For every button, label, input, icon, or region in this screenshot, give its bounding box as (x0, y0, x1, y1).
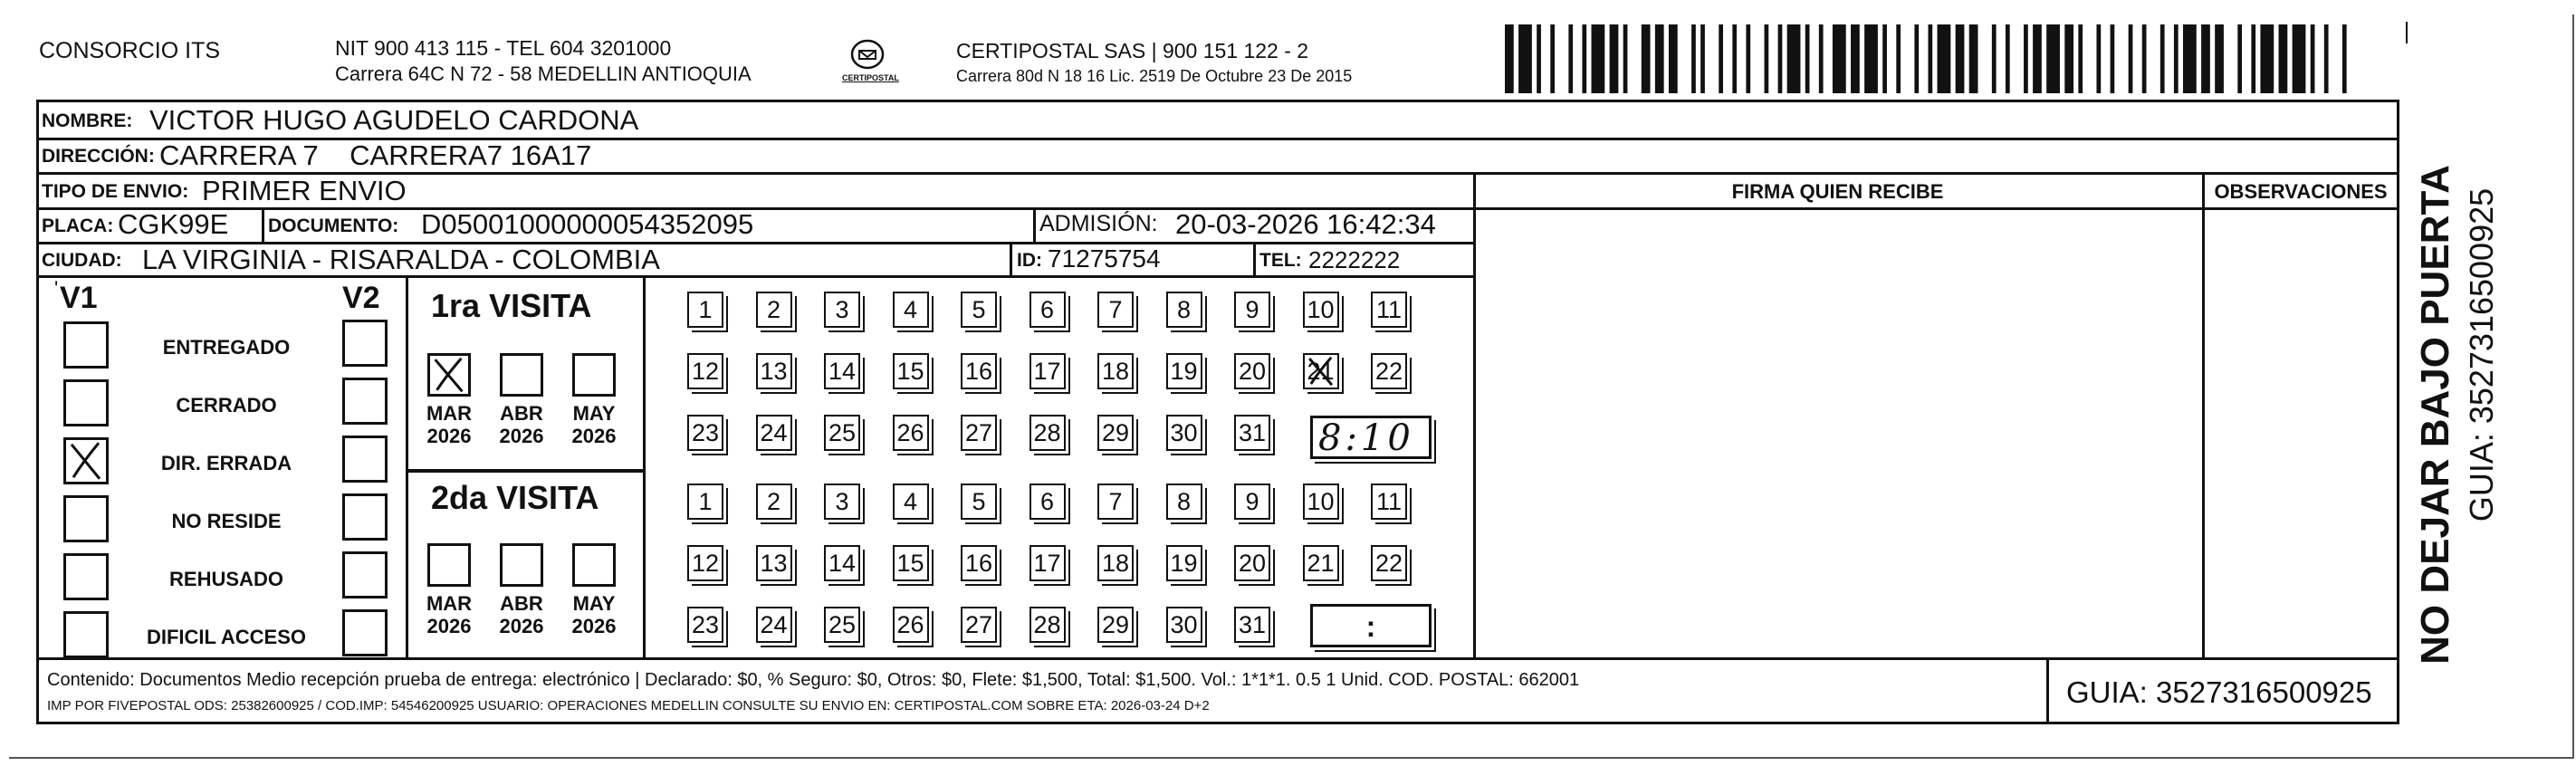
firma-label: FIRMA QUIEN RECIBE (1731, 180, 1944, 203)
status-label: REHUSADO (169, 568, 283, 590)
second-day-box[interactable]: 1 (687, 484, 723, 520)
admision-value: 20-03-2026 16:42:34 (1175, 208, 1436, 240)
first-month-label (493, 402, 551, 448)
first-day-box[interactable]: 20 (1234, 353, 1270, 389)
first-month-year: 2026 (499, 425, 544, 448)
first-day-box[interactable]: 21 (1303, 353, 1339, 389)
observaciones-divider (2202, 172, 2205, 657)
second-time-value: : (1365, 610, 1376, 643)
first-time-box[interactable] (1310, 416, 1432, 459)
v2-label: V2 (342, 281, 380, 315)
first-time-value: 8:10 (1318, 417, 1414, 459)
second-day-box[interactable]: 26 (893, 607, 929, 643)
first-day-box[interactable]: 8 (1166, 292, 1202, 328)
status-label: DIR. ERRADA (160, 452, 292, 474)
second-month-name: ABR (500, 592, 543, 615)
signature-divider (1473, 172, 1476, 657)
first-day-box[interactable]: 6 (1029, 292, 1066, 328)
second-day-box[interactable]: 31 (1234, 607, 1270, 643)
guia-box-text: GUIA: 3527316500925 (2066, 675, 2372, 709)
first-day-box[interactable]: 27 (961, 415, 997, 451)
nit-line: NIT 900 413 115 - TEL 604 3201000 (335, 36, 672, 60)
first-day-box[interactable]: 18 (1097, 353, 1134, 389)
status-label: DIFICIL ACCESO (146, 626, 306, 648)
second-day-box[interactable]: 28 (1029, 607, 1066, 643)
first-day-box[interactable]: 17 (1029, 353, 1066, 389)
first-day-box[interactable]: 4 (893, 292, 929, 328)
status-label: NO RESIDE (171, 510, 282, 532)
id-label: ID: (1017, 250, 1042, 271)
tel-value: 2222222 (1308, 246, 1401, 273)
second-month-label (493, 592, 551, 638)
status-label: CERRADO (176, 394, 277, 417)
second-month-name: MAR (426, 592, 473, 615)
row-divider (36, 657, 2397, 660)
visit-divider (406, 469, 643, 473)
nombre-label: NOMBRE: (42, 110, 133, 131)
second-month-label (565, 592, 623, 638)
first-day-box[interactable]: 16 (961, 353, 997, 389)
contenido-line: Contenido: Documentos Medio recepción prueba de entrega: electrónico | Declarado: $0, % Seguro: $0, Otros: $0, Flete: $1,500, Total: $1,500. Vol.: 1*1*1. 0.5 1 Unid. COD. POSTAL: 662001 (47, 670, 1580, 690)
first-day-box[interactable]: 12 (687, 353, 723, 389)
second-day-box[interactable]: 8 (1166, 484, 1202, 520)
first-month-name: MAR (426, 402, 473, 425)
cell-divider (1010, 242, 1012, 275)
license-line: Carrera 80d N 18 16 Lic. 2519 De Octubre 23 De 2015 (956, 67, 1353, 85)
first-day-box[interactable]: 13 (756, 353, 792, 389)
second-day-box[interactable]: 27 (961, 607, 997, 643)
first-day-box[interactable]: 28 (1029, 415, 1066, 451)
placa-label: PLACA: (42, 215, 114, 236)
second-day-box[interactable]: 13 (756, 545, 792, 581)
row-divider (36, 275, 1473, 278)
second-day-box[interactable]: 15 (893, 545, 929, 581)
second-month-year: 2026 (571, 615, 617, 638)
second-day-box[interactable]: 16 (961, 545, 997, 581)
second-day-box[interactable]: 12 (687, 545, 723, 581)
id-value: 71275754 (1048, 244, 1161, 273)
second-month-name: MAY (572, 592, 616, 615)
placa-value: CGK99E (118, 208, 229, 240)
first-day-box[interactable]: 5 (961, 292, 997, 328)
second-day-box[interactable]: 6 (1029, 484, 1066, 520)
second-day-box[interactable]: 24 (756, 607, 792, 643)
first-day-box[interactable]: 23 (687, 415, 723, 451)
first-day-box[interactable]: 19 (1166, 353, 1202, 389)
ciudad-label: CIUDAD: (42, 250, 122, 271)
visit-divider (643, 275, 646, 657)
second-day-box[interactable]: 17 (1029, 545, 1066, 581)
second-day-box[interactable]: 18 (1097, 545, 1134, 581)
first-day-box[interactable]: 22 (1371, 353, 1407, 389)
guia-vertical: GUIA: 3527316500925 (2463, 187, 2500, 522)
second-time-box[interactable] (1310, 604, 1432, 647)
nombre-value: VICTOR HUGO AGUDELO CARDONA (149, 104, 639, 136)
first-day-box[interactable]: 7 (1097, 292, 1134, 328)
signature-header-line (1473, 207, 2397, 210)
logo-text: CERTIPOSTAL (842, 73, 899, 82)
first-day-box[interactable]: 26 (893, 415, 929, 451)
imp-line: IMP POR FIVEPOSTAL ODS: 25382600925 / COD.IMP: 54546200925 USUARIO: OPERACIONES MEDELLIN CONSULTE SU ENVIO EN: CERTIPOSTAL.COM SOBRE ETA: 2026-03-24 D+2 (47, 698, 1210, 713)
second-day-box[interactable]: 25 (824, 607, 860, 643)
tipo-envio-label: TIPO DE ENVIO: (42, 181, 189, 202)
second-month-checkbox[interactable] (500, 543, 543, 587)
second-day-box[interactable]: 30 (1166, 607, 1202, 643)
first-day-box[interactable]: 30 (1166, 415, 1202, 451)
first-month-cross-mark (427, 353, 471, 397)
first-month-checkbox[interactable] (500, 353, 543, 397)
second-day-box[interactable]: 23 (687, 607, 723, 643)
second-day-box[interactable]: 5 (961, 484, 997, 520)
second-month-year: 2026 (499, 615, 544, 638)
visit-divider (406, 275, 408, 657)
second-day-box[interactable]: 7 (1097, 484, 1134, 520)
second-visit-title: 2da VISITA (431, 479, 599, 516)
first-day-box[interactable]: 15 (893, 353, 929, 389)
second-day-box[interactable]: 22 (1371, 545, 1407, 581)
second-day-box[interactable]: 4 (893, 484, 929, 520)
first-month-label (565, 402, 623, 448)
first-day-box[interactable]: 1 (687, 292, 723, 328)
direccion-value: CARRERA 7 CARRERA7 16A17 (159, 139, 592, 171)
tipo-envio-value: PRIMER ENVIO (202, 175, 407, 206)
first-month-checkbox[interactable] (572, 353, 616, 397)
no-dejar-bajo-puerta: NO DEJAR BAJO PUERTA (2413, 165, 2457, 665)
first-month-name: MAY (572, 402, 616, 425)
second-day-box[interactable]: 21 (1303, 545, 1339, 581)
second-day-box[interactable]: 9 (1234, 484, 1270, 520)
first-day-box[interactable]: 3 (824, 292, 860, 328)
first-day-box[interactable]: 2 (756, 292, 792, 328)
documento-value: D05001000000054352095 (421, 208, 754, 240)
first-month-year: 2026 (571, 425, 617, 448)
second-day-box[interactable]: 3 (824, 484, 860, 520)
certipostal-line: CERTIPOSTAL SAS | 900 151 122 - 2 (956, 39, 1309, 62)
ciudad-value: LA VIRGINIA - RISARALDA - COLOMBIA (142, 244, 660, 275)
second-day-box[interactable]: 20 (1234, 545, 1270, 581)
cell-divider (262, 207, 264, 242)
observaciones-label: OBSERVACIONES (2214, 180, 2388, 203)
second-month-checkbox[interactable] (427, 543, 471, 587)
first-day-box[interactable]: 9 (1234, 292, 1270, 328)
first-month-name: ABR (500, 402, 543, 425)
v1-label: V1 (60, 281, 98, 315)
second-month-checkbox[interactable] (572, 543, 616, 587)
address-line: Carrera 64C N 72 - 58 MEDELLIN ANTIOQUIA (335, 62, 752, 85)
tel-label: TEL: (1259, 250, 1302, 271)
first-month-label (420, 402, 478, 448)
status-cross-mark (63, 437, 109, 484)
first-day-box[interactable]: 29 (1097, 415, 1134, 451)
second-day-box[interactable]: 14 (824, 545, 860, 581)
guia-divider (2046, 657, 2049, 724)
second-day-box[interactable]: 2 (756, 484, 792, 520)
documento-label: DOCUMENTO: (268, 215, 399, 236)
first-day-box[interactable]: 31 (1234, 415, 1270, 451)
second-day-box[interactable]: 19 (1166, 545, 1202, 581)
company-name: CONSORCIO ITS (39, 38, 221, 63)
v1-apostrophe: ' (54, 277, 59, 300)
first-day-box[interactable]: 11 (1371, 292, 1407, 328)
first-day-box[interactable]: 24 (756, 415, 792, 451)
direccion-label: DIRECCIÓN: (42, 146, 155, 167)
second-day-box[interactable]: 29 (1097, 607, 1134, 643)
first-day-box[interactable]: 10 (1303, 292, 1339, 328)
second-month-year: 2026 (426, 615, 472, 638)
first-visit-title: 1ra VISITA (431, 287, 592, 324)
first-month-year: 2026 (426, 425, 472, 448)
cell-divider (1253, 242, 1256, 275)
first-day-cross-mark (1303, 353, 1339, 389)
second-day-box[interactable]: 10 (1303, 484, 1339, 520)
status-label: ENTREGADO (162, 336, 291, 359)
second-day-box[interactable]: 11 (1371, 484, 1407, 520)
first-day-box[interactable]: 14 (824, 353, 860, 389)
cell-divider (1033, 207, 1036, 242)
admision-label: ADMISIÓN: (1039, 211, 1158, 236)
second-month-label (420, 592, 478, 638)
first-day-box[interactable]: 25 (824, 415, 860, 451)
